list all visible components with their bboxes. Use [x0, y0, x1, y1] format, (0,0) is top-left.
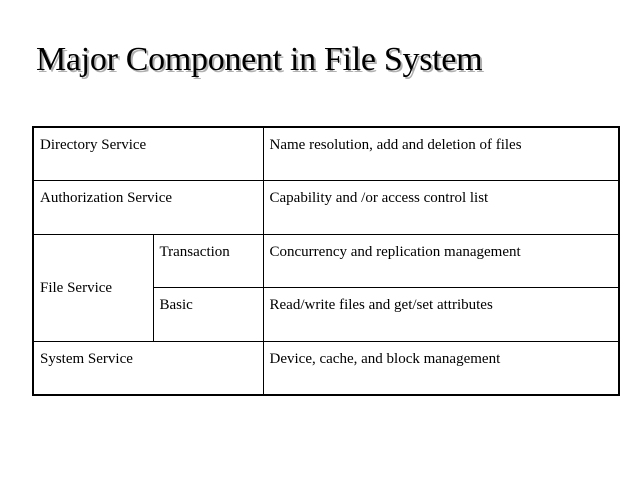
component-cell: System Service — [33, 341, 263, 395]
component-cell: File Service — [33, 234, 153, 341]
subcomponent-cell: Basic — [153, 288, 263, 342]
component-cell: Directory Service — [33, 127, 263, 181]
subcomponent-cell: Transaction — [153, 234, 263, 288]
description-cell: Read/write files and get/set attributes — [263, 288, 619, 342]
description-cell: Device, cache, and block management — [263, 341, 619, 395]
table-row — [33, 234, 619, 288]
table-row — [33, 181, 619, 235]
component-table — [32, 126, 620, 396]
component-cell: Authorization Service — [33, 181, 263, 235]
description-cell: Name resolution, add and deletion of files — [263, 127, 619, 181]
description-cell: Concurrency and replication management — [263, 234, 619, 288]
description-cell: Capability and /or access control list — [263, 181, 619, 235]
table-row — [33, 341, 619, 395]
table-row — [33, 127, 619, 181]
slide-title: Major Component in File System — [36, 41, 483, 78]
